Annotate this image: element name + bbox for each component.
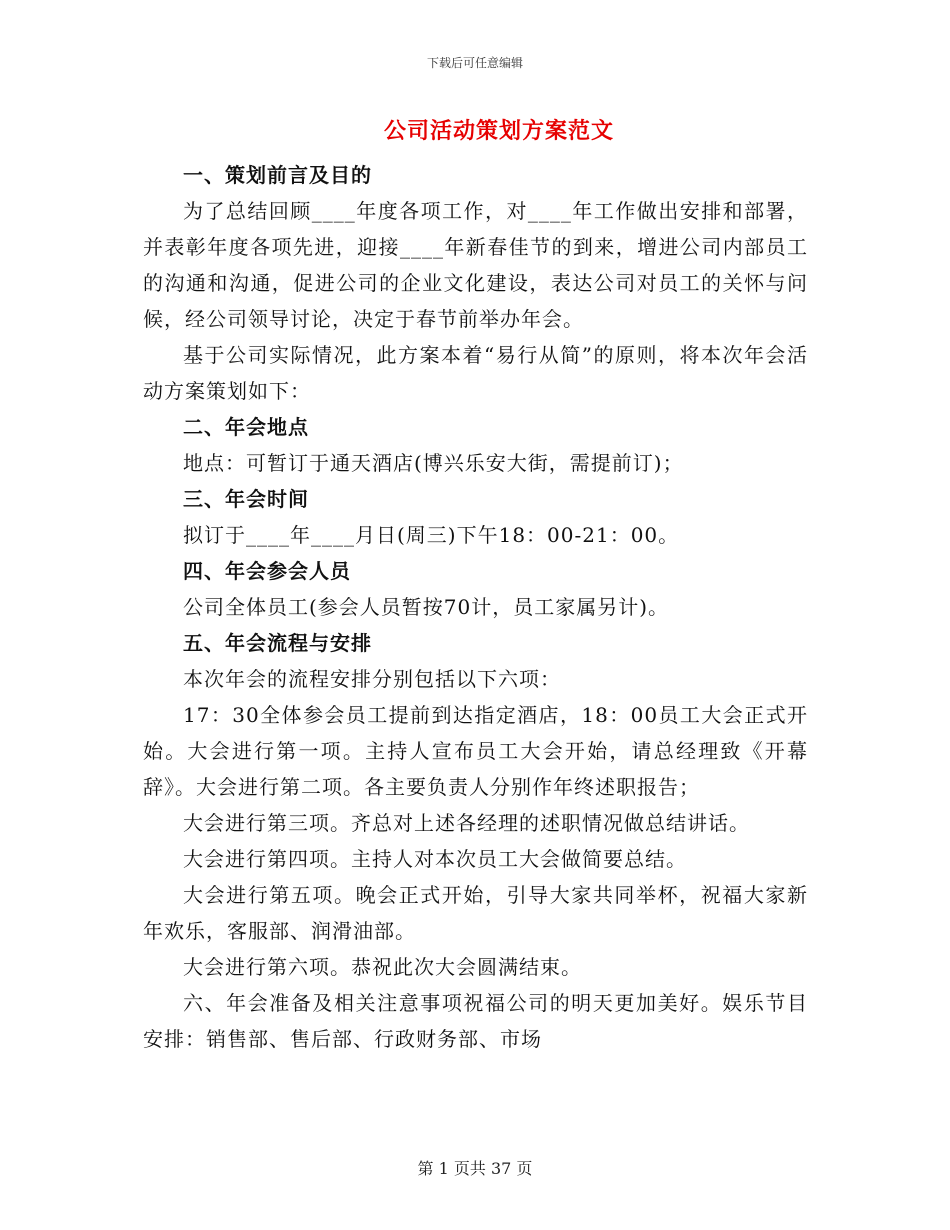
paragraph-agenda-intro: 本次年会的流程安排分别包括以下六项：	[183, 667, 561, 691]
paragraph-attendees: 公司全体员工(参会人员暂按70计，员工家属另计)。	[183, 595, 670, 619]
paragraph-agenda-5: 大会进行第五项。晚会正式开始，引导大家共同举杯，祝福大家新年欢乐，客服部、润滑油部。	[143, 883, 808, 943]
document-title: 公司活动策划方案范文	[383, 118, 614, 144]
document-body	[143, 157, 808, 1057]
paragraph-time: 拟订于____年____月日(周三)下午18：00-21：00。	[183, 523, 680, 547]
page-number: 第 1 页共 37 页	[417, 1159, 533, 1178]
paragraph-purpose: 为了总结回顾____年度各项工作，对____年工作做出安排和部署，并表彰年度各项先进，迎接____年新春佳节的到来，增进公司内部员工的沟通和沟通，促进公司的企业文化建设，表达公司对员工的关怀与问候，经公司领导讨论，决定于春节前举办年会。	[143, 199, 808, 331]
section-heading-2: 二、年会地点	[183, 415, 309, 439]
paragraph-agenda-4: 大会进行第四项。主持人对本次员工大会做简要总结。	[183, 847, 687, 871]
paragraph-section-6: 六、年会准备及相关注意事项祝福公司的明天更加美好。娱乐节目安排：销售部、售后部、行政财务部、市场	[143, 991, 808, 1051]
paragraph-agenda-1: 17：30全体参会员工提前到达指定酒店，18：00员工大会正式开始。大会进行第一项。主持人宣布员工大会开始，请总经理致《开幕辞》。大会进行第二项。各主要负责人分别作年终述职报告；	[143, 703, 808, 799]
section-heading-3: 三、年会时间	[183, 487, 309, 511]
header-note: 下载后可任意编辑	[426, 56, 523, 70]
paragraph-agenda-6: 大会进行第六项。恭祝此次大会圆满结束。	[183, 955, 582, 979]
paragraph-principle: 基于公司实际情况，此方案本着“易行从简”的原则，将本次年会活动方案策划如下：	[143, 343, 808, 403]
section-heading-1: 一、策划前言及目的	[183, 163, 372, 187]
paragraph-agenda-3: 大会进行第三项。齐总对上述各经理的述职情况做总结讲话。	[183, 811, 750, 835]
section-heading-4: 四、年会参会人员	[183, 559, 351, 583]
section-heading-5: 五、年会流程与安排	[183, 631, 372, 655]
paragraph-location: 地点：可暂订于通天酒店(博兴乐安大街，需提前订)；	[183, 451, 684, 475]
